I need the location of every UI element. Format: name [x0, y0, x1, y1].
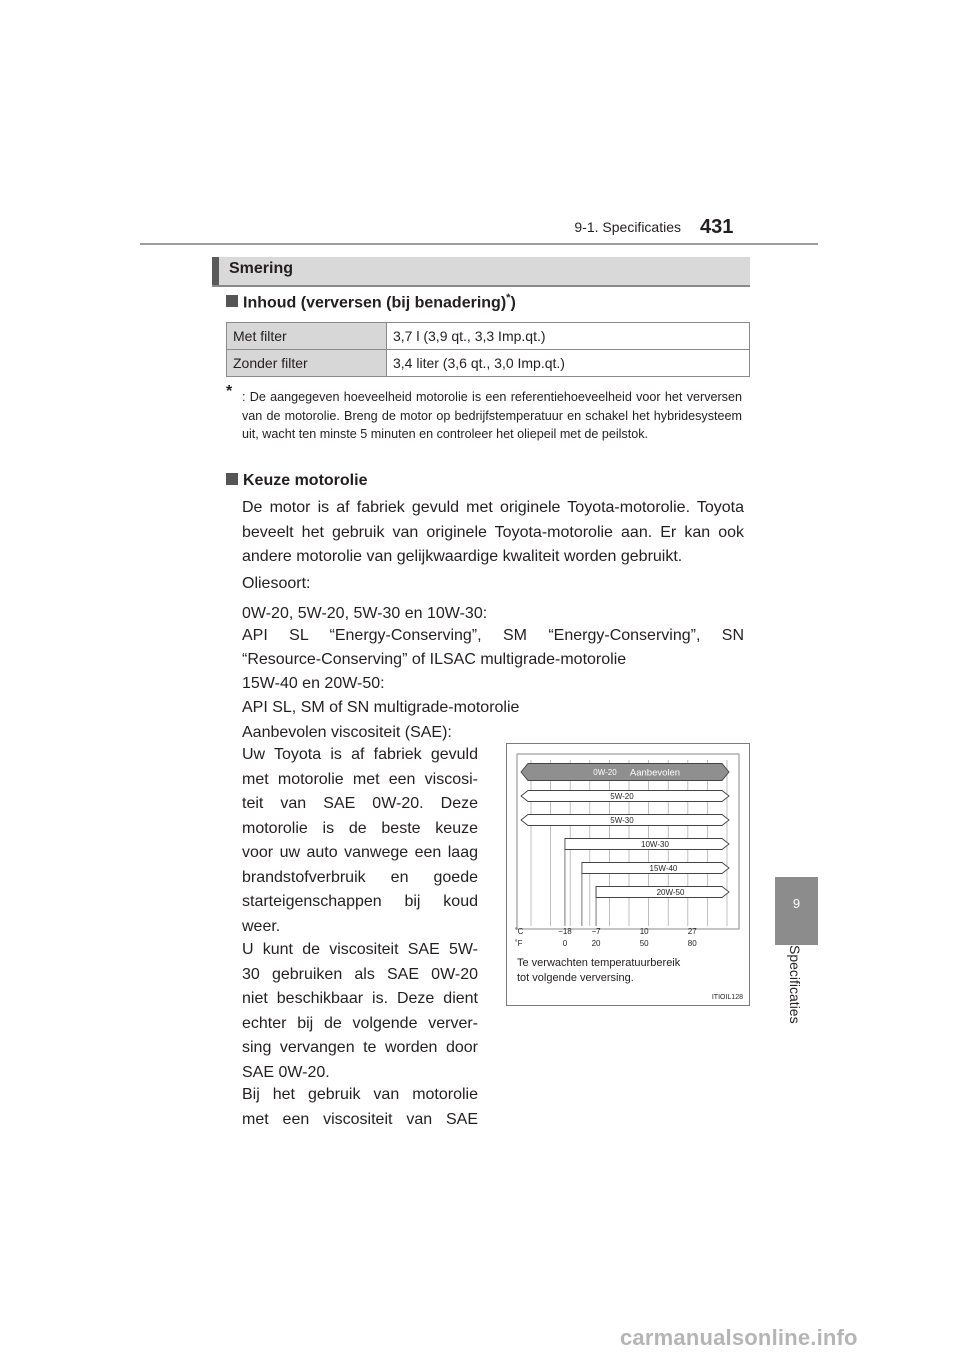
text-line: beveelt het gebruik van originele Toyota-motorolie aan. Er kan ook [242, 523, 744, 541]
oil-heading [226, 472, 367, 490]
viscosity-paragraph-1 [242, 743, 478, 939]
text-line: voor uw auto vanwege een laag [242, 844, 478, 861]
footnote-mark: * [226, 383, 233, 400]
table-row [227, 323, 750, 350]
table-cell-label: Met filter [227, 323, 387, 350]
text-line: De motor is af fabriek gevuld met originele Toyota-motorolie. Toyota [242, 499, 744, 516]
text-line: met een viscositeit van SAE [242, 1110, 478, 1128]
oil-heading-text: Keuze motorolie [243, 472, 368, 489]
recommended-label: Aanbevolen [629, 767, 681, 779]
viscosity-chart [506, 743, 750, 1006]
viscosity-paragraph-2 [242, 938, 478, 1085]
text-line: echter bij de volgende verver- [242, 1014, 478, 1032]
tick-label-f: 0 [562, 939, 568, 948]
page-header [0, 0, 960, 250]
text-line: Bij het gebruik van motorolie [242, 1086, 478, 1103]
chart-code: ITIOIL128 [711, 994, 743, 1001]
text-line: SAE 0W-20. [242, 1063, 330, 1081]
page-number: 431 [700, 216, 734, 238]
chart-xlabel: Te verwachten temperatuurbereik [517, 957, 681, 969]
spec-a-line1: API SL “Energy-Conserving”, SM “Energy-Conserving”, SN [242, 627, 744, 644]
text-line: U kunt de viscositeit SAE 5W- [242, 941, 478, 958]
capacity-heading [226, 292, 516, 312]
bar-label: 10W-30 [641, 840, 669, 849]
header-rule [140, 243, 818, 245]
grades-b: 15W-40 en 20W-50: [242, 675, 385, 692]
spec-b: API SL, SM of SN multigrade-motorolie [242, 699, 520, 716]
chart-xlabel [517, 957, 683, 984]
text-line: starteigenschappen bij koud [242, 893, 478, 910]
chapter-tab[interactable] [775, 877, 818, 945]
section-bar-marker [212, 257, 219, 285]
tick-label-c: −18 [558, 927, 572, 936]
watermark: carmanualsonline.info [620, 1325, 858, 1350]
bar-label: 5W-30 [610, 816, 634, 825]
tick-label-f: 20 [591, 939, 601, 948]
chapter-title [781, 945, 811, 1045]
table-row [227, 350, 750, 377]
viscosity-chart-svg [507, 744, 749, 1005]
text-line: sing vervangen te worden door [242, 1039, 478, 1056]
text-line: met motorolie met een viscosi- [242, 770, 478, 788]
text-line: brandstofverbruik en goede [242, 868, 478, 886]
section-bar [212, 257, 750, 287]
text-line: niet beschikbaar is. Deze dient [242, 990, 478, 1007]
capacity-heading-text: Inhoud (verversen (bij benadering) [243, 294, 507, 312]
bar-0W-20 [521, 764, 729, 781]
text-line: Uw Toyota is af fabriek gevuld [242, 746, 478, 763]
text-line: teit van SAE 0W-20. Deze [242, 795, 478, 812]
chapter-number: 9 [792, 896, 801, 911]
viscosity-paragraph-3 [242, 1083, 478, 1132]
text-line: motorolie is de beste keuze [242, 819, 478, 837]
bar-label: 0W-20 [593, 768, 617, 777]
tick-label-c: 27 [687, 927, 697, 936]
table-cell-label: Zonder filter [227, 350, 387, 377]
section-title: Smering [229, 260, 294, 277]
bar-label: 20W-50 [656, 888, 685, 897]
text-line: weer. [242, 917, 281, 935]
capacity-table [226, 322, 750, 377]
tick-label-f: 80 [687, 939, 697, 948]
text-line: andere motorolie van gelijkwaardige kwaliteit worden gebruikt. [242, 548, 683, 565]
bar-label: 5W-20 [610, 792, 634, 801]
tick-label-c: −7 [591, 927, 601, 936]
bar-label: 15W-40 [649, 864, 678, 873]
grades-a: 0W-20, 5W-20, 5W-30 en 10W-30: [242, 605, 488, 622]
section-label: 9-1. Specificaties [574, 219, 681, 235]
square-bullet-icon [226, 295, 238, 307]
viscosity-label: Aanbevolen viscositeit (SAE): [242, 724, 452, 741]
chart-xlabel: tot volgende verversing. [517, 972, 634, 984]
square-bullet-icon [226, 473, 238, 485]
chapter-title-text: Specificaties [787, 945, 803, 1024]
tick-label-f: 50 [639, 939, 649, 948]
oil-type-label: Oliesoort: [242, 575, 311, 592]
tick-label-c: 10 [639, 927, 649, 936]
text-line: 30 gebruiken als SAE 0W-20 [242, 965, 478, 983]
axis-unit-c: ˚C [515, 927, 524, 936]
capacity-heading-star: * [506, 292, 511, 304]
footnote-text: : De aangegeven hoeveelheid motorolie is een referentiehoeveelheid voor het verversen van de motorolie. Breng de motor op bedrijfstemperatuur en schakel het hybridesysteem uit, wacht ten minste 5 minuten en controleer het oliepeil met de peilstok. [242, 390, 742, 441]
spec-a-line2: “Resource-Conserving” of ILSAC multigrade-motorolie [242, 651, 627, 668]
axis-unit-f: ˚F [515, 939, 523, 948]
capacity-heading-close: ) [510, 294, 516, 312]
oil-intro [242, 496, 744, 570]
table-cell-value: 3,4 liter (3,6 qt., 3,0 Imp.qt.) [387, 350, 750, 377]
table-cell-value: 3,7 l (3,9 qt., 3,3 Imp.qt.) [387, 323, 750, 350]
